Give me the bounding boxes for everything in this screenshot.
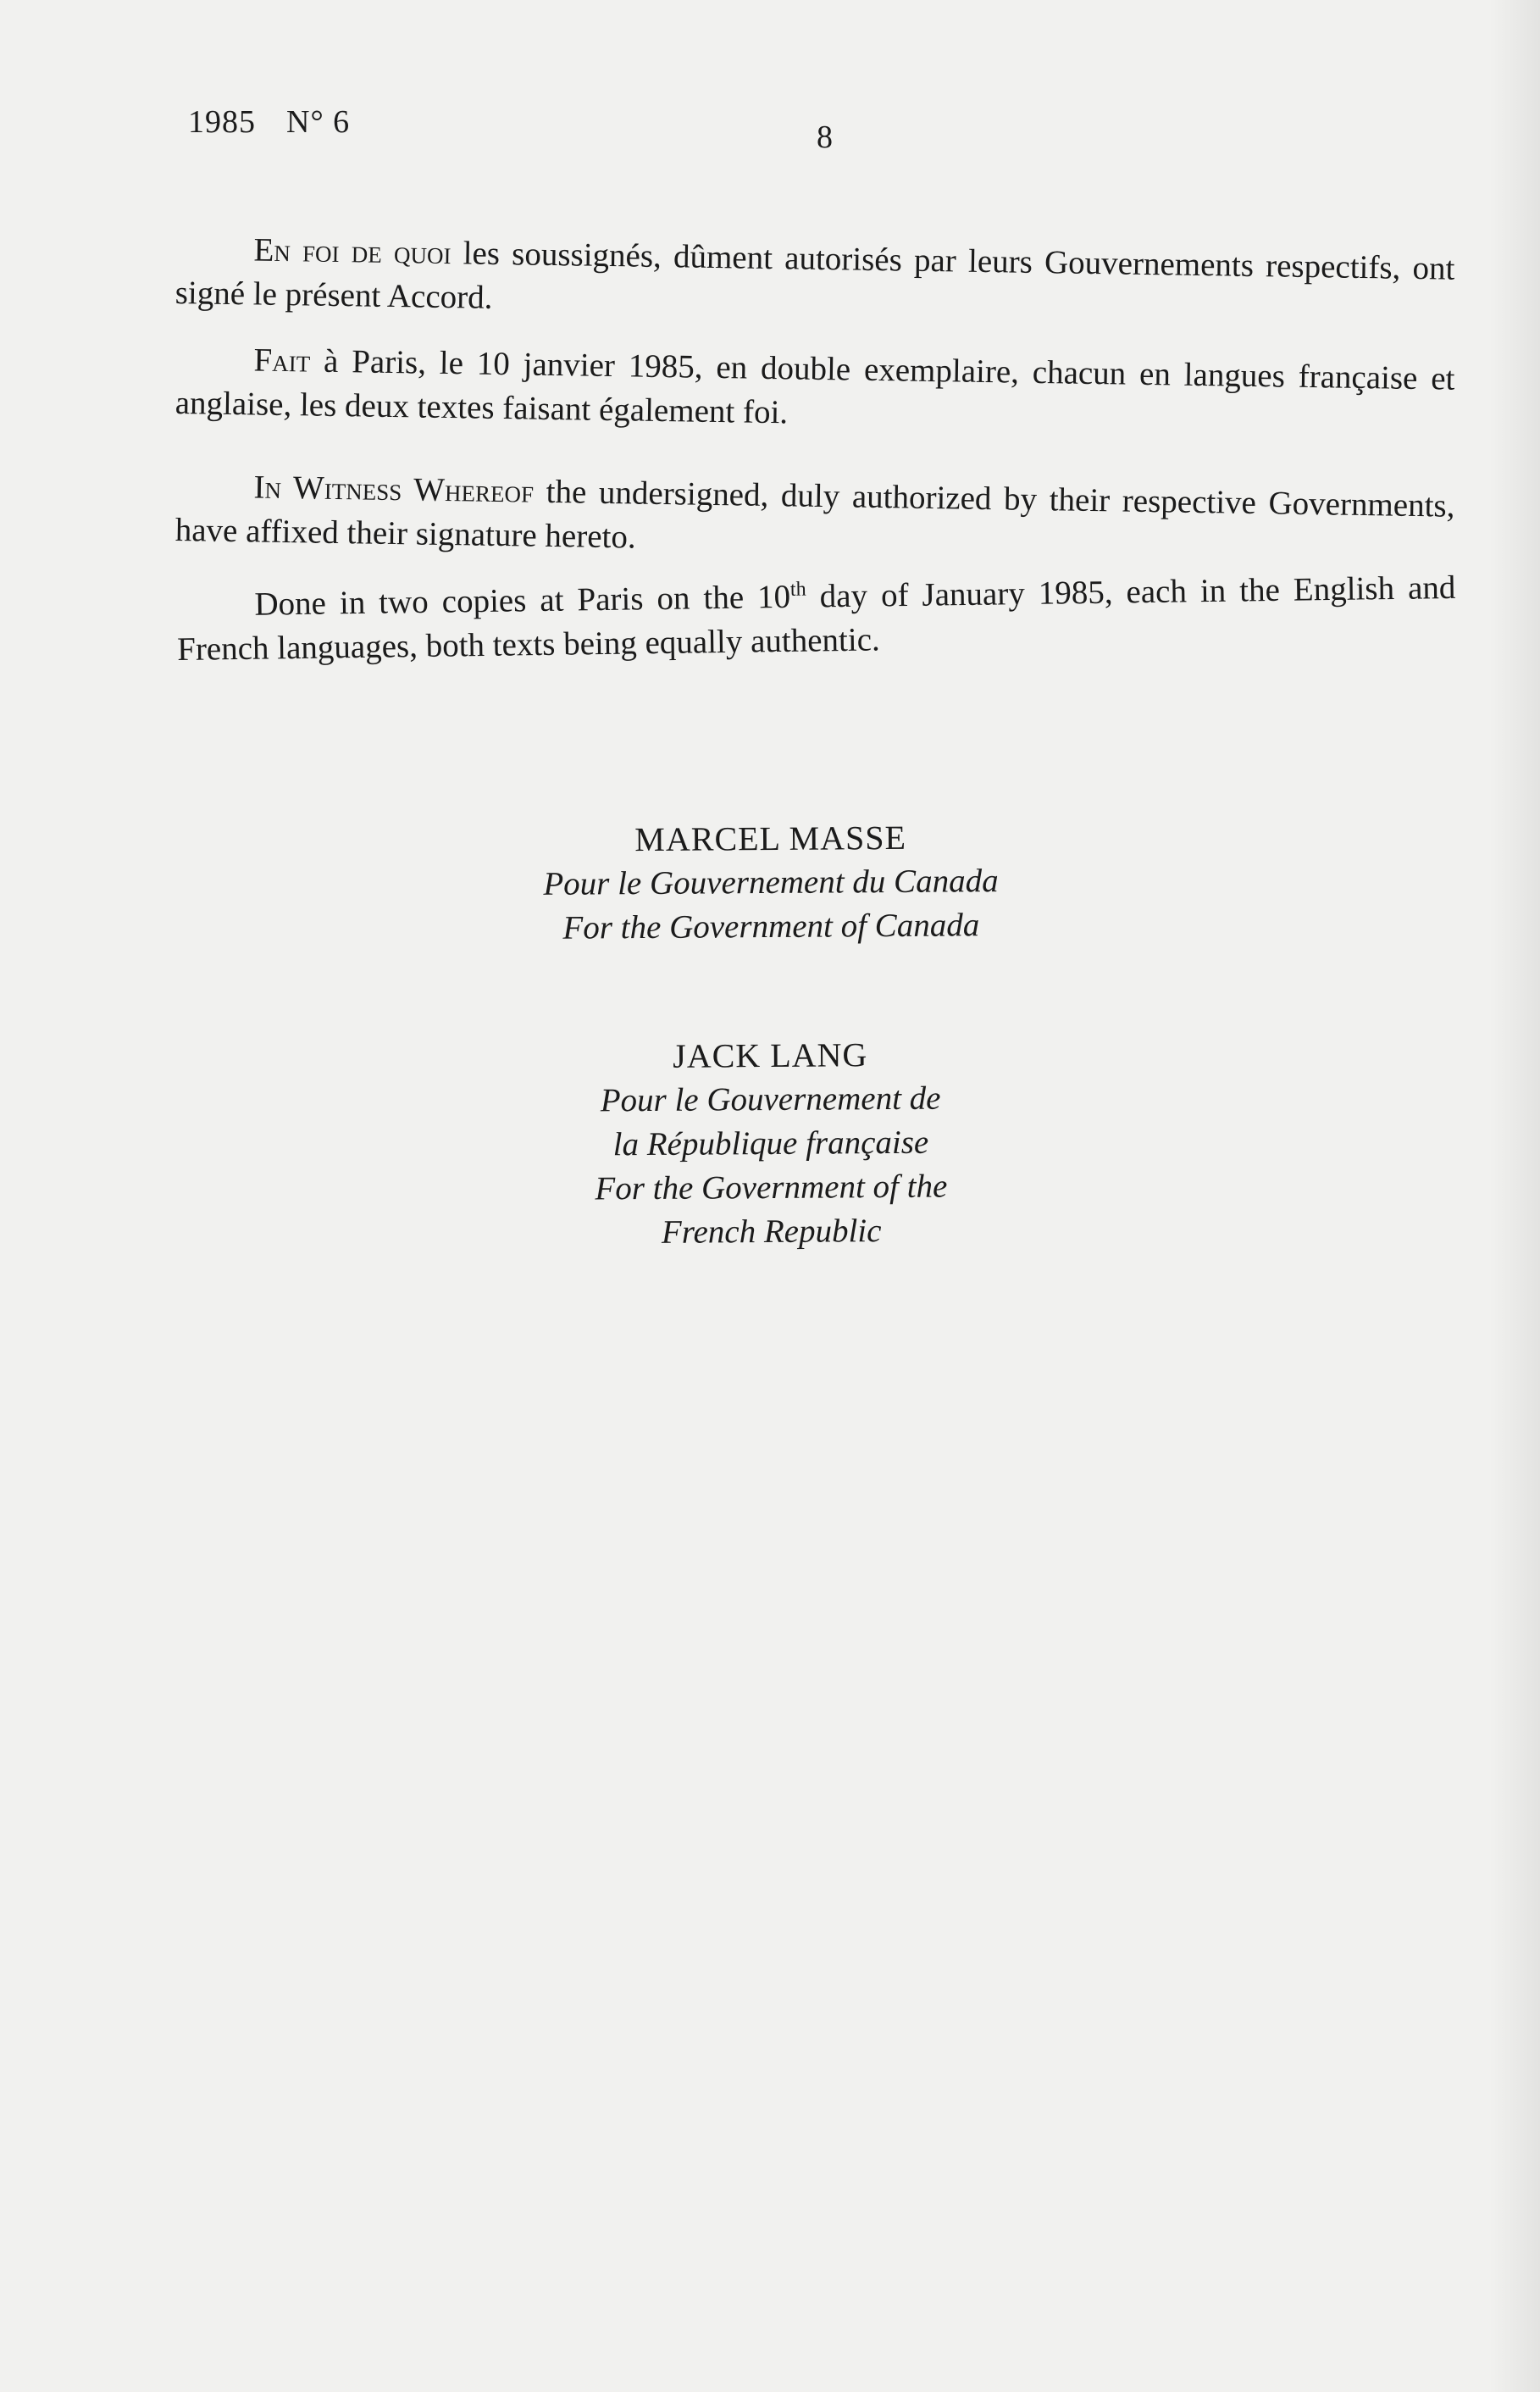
english-done-text-after: day of January 1985, each in the English and French languages, both texts being equally authentic. bbox=[176, 569, 1456, 668]
signatory-name-canada: MARCEL MASSE bbox=[634, 818, 907, 859]
french-witness-lead: En foi de quoi bbox=[253, 231, 451, 272]
signatory-role-france-en-2: French Republic bbox=[661, 1213, 882, 1251]
signature-block-france bbox=[406, 1031, 1136, 1257]
english-done-superscript: th bbox=[789, 578, 806, 601]
signature-block-canada bbox=[406, 814, 1135, 952]
header-year: 1985 bbox=[188, 104, 256, 140]
header-doc-number: N° 6 bbox=[286, 104, 351, 140]
signatory-role-france-en-1: For the Government of the bbox=[595, 1168, 948, 1207]
paragraph-french-done bbox=[174, 337, 1454, 446]
english-witness-text: the undersigned, duly authorized by their respective Governments, have affixed their signature hereto. bbox=[174, 473, 1455, 556]
signatory-role-france-fr-1: Pour le Gouvernement de bbox=[600, 1079, 941, 1119]
paragraph-english-witness bbox=[174, 464, 1454, 573]
english-done-text-before: Done in two copies at Paris on the 10 bbox=[254, 578, 791, 623]
signatory-role-canada-en: For the Government of Canada bbox=[562, 907, 980, 946]
signatory-role-france-fr-2: la République française bbox=[612, 1124, 929, 1163]
page-number: 8 bbox=[817, 119, 833, 155]
page-gutter-shadow bbox=[1489, 0, 1540, 2392]
signatory-role-canada-fr: Pour le Gouvernement du Canada bbox=[543, 863, 999, 902]
french-witness-text: les soussignés, dûment autorisés par leurs Gouvernements respectifs, ont signé le présent Accord. bbox=[174, 235, 1455, 316]
paragraph-french-witness bbox=[174, 227, 1454, 336]
french-done-lead: Fait bbox=[253, 341, 311, 380]
english-witness-lead: In Witness Whereof bbox=[253, 469, 535, 510]
french-done-text: à Paris, le 10 janvier 1985, en double exemplaire, chacun en langues française et anglaise, les deux textes faisant également foi. bbox=[174, 342, 1455, 431]
signatory-name-france: JACK LANG bbox=[673, 1035, 868, 1075]
page-header bbox=[188, 103, 350, 141]
paragraph-english-done bbox=[176, 558, 1456, 672]
